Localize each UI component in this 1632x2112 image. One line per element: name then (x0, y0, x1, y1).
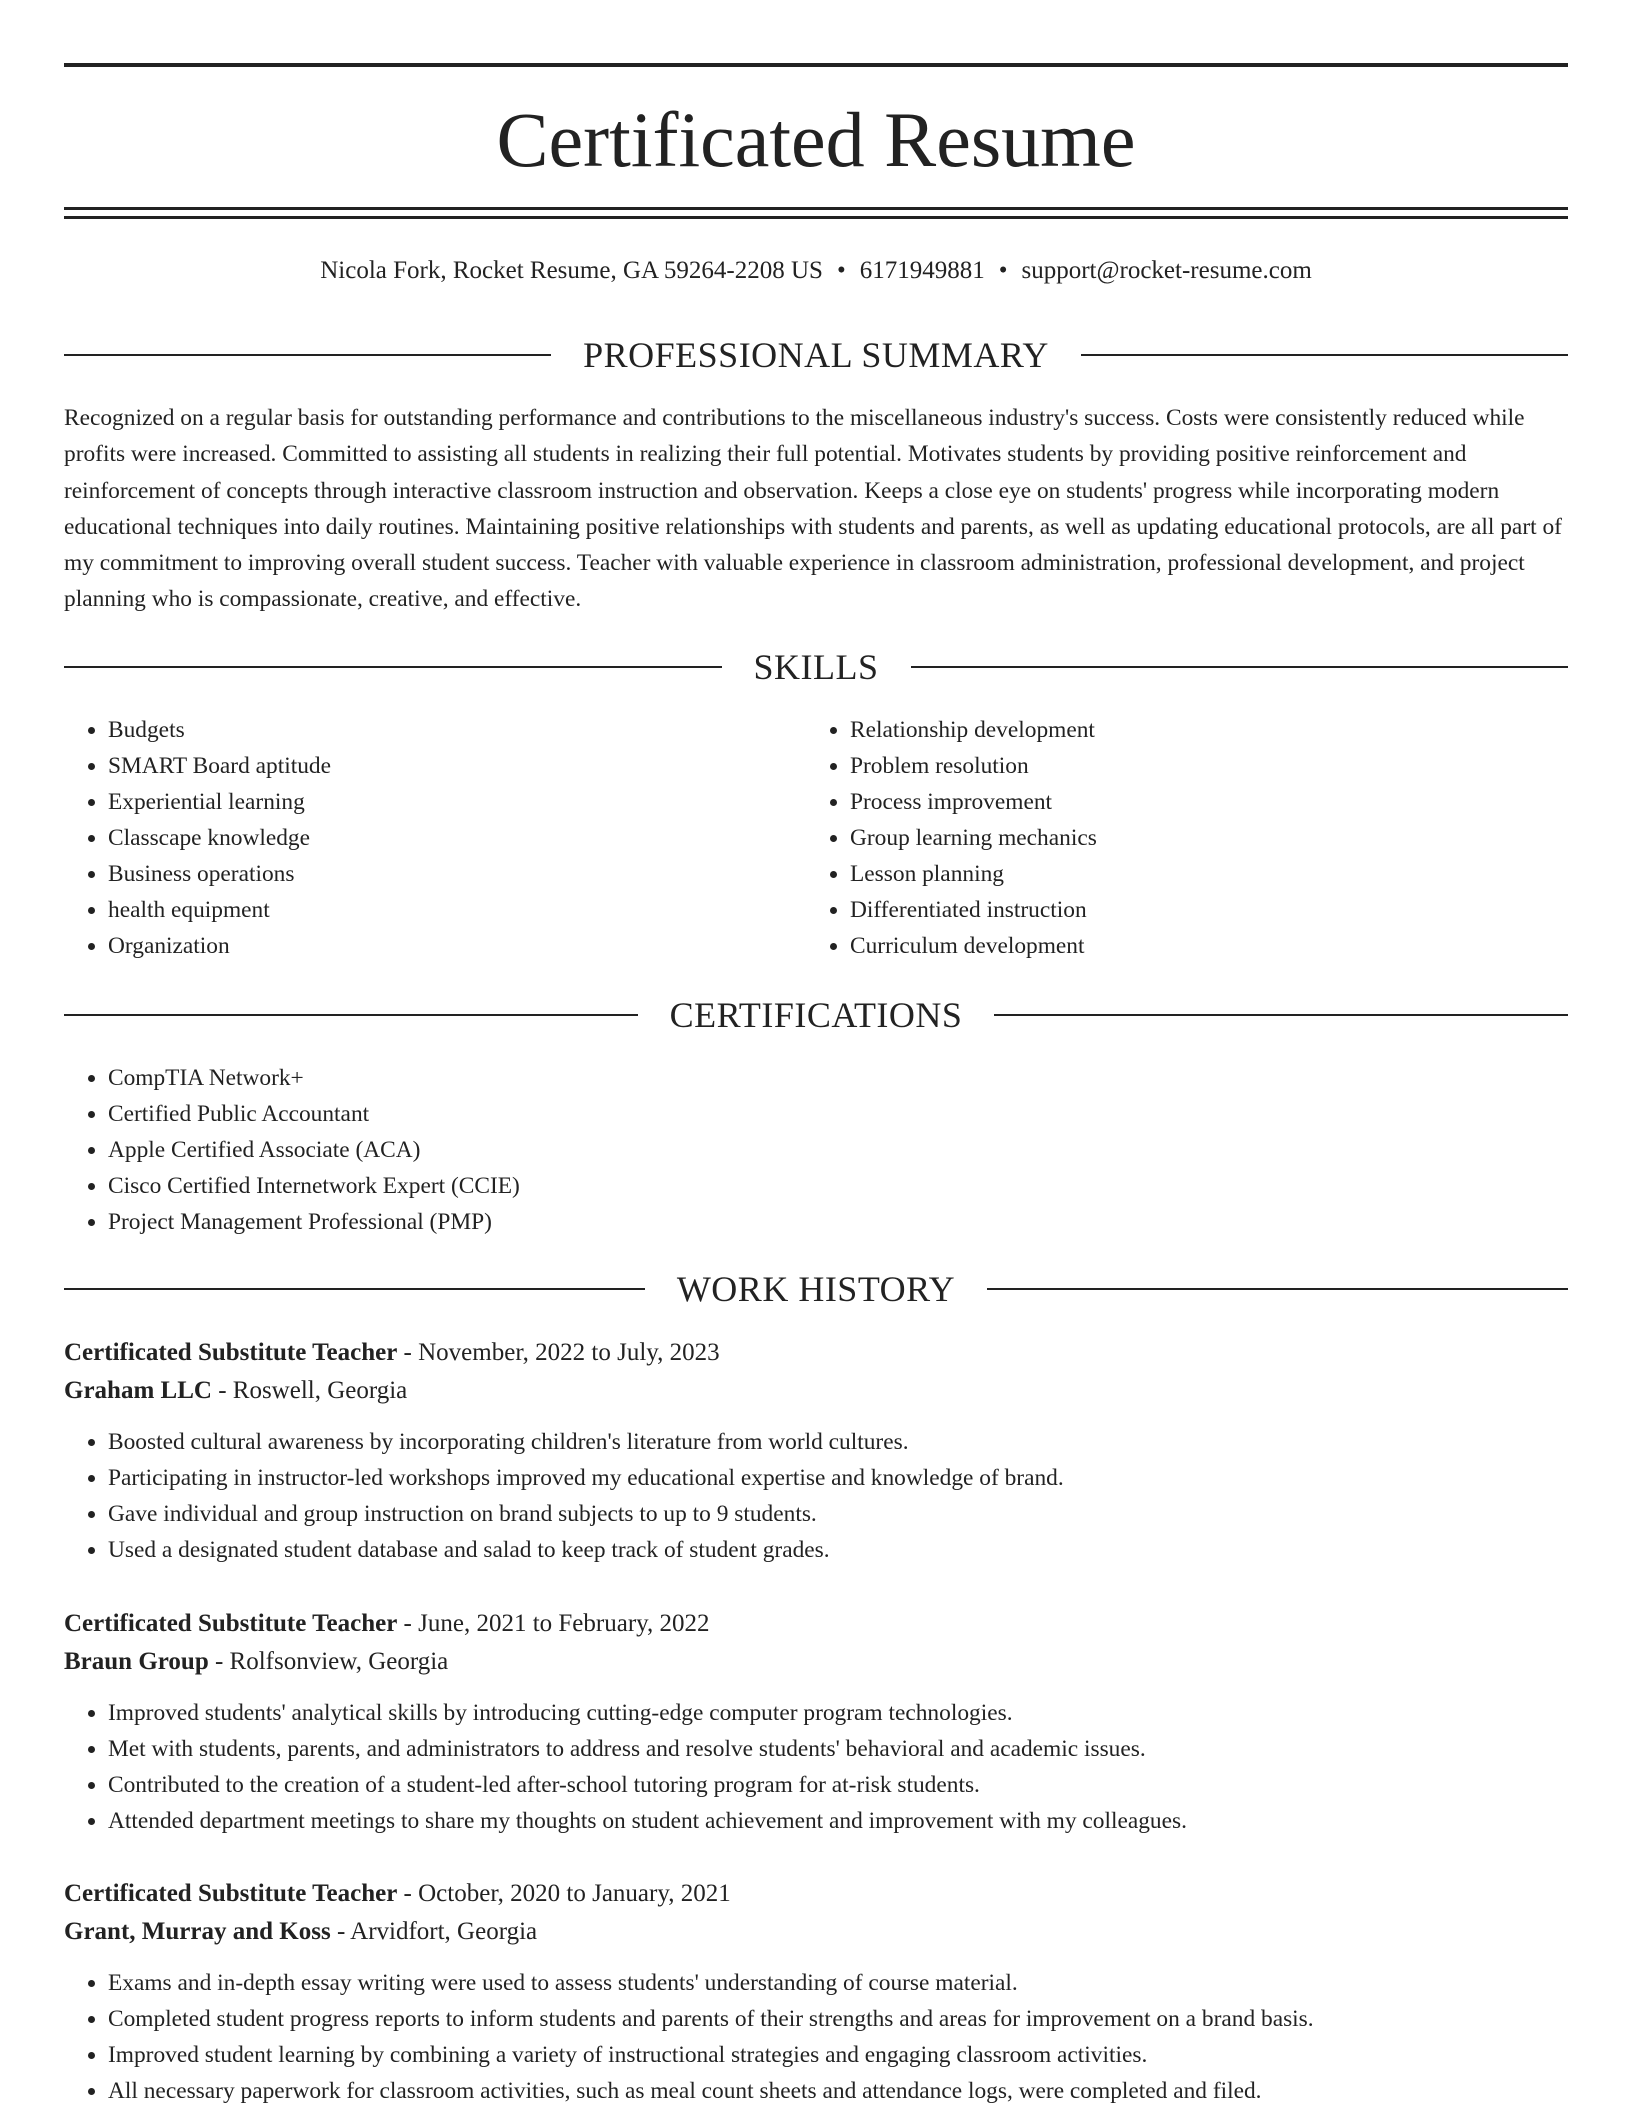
heading-rule-right (1081, 354, 1568, 356)
job-location: - Arvidfort, Georgia (330, 1918, 538, 1945)
skill-item: • Problem resolution (850, 748, 1566, 784)
job-bullet: • All necessary paperwork for classroom activities, such as meal count sheets and attendance logs, were completed and filed. (108, 2073, 1568, 2109)
job-title: Certificated Substitute Teacher (64, 1610, 398, 1637)
job-company-line (64, 1643, 1568, 1681)
heading-rule-left (64, 666, 722, 668)
job-bullet: • Contributed to the creation of a student-led after-school tutoring program for at-risk students. (108, 1767, 1568, 1803)
professional-summary-text: Recognized on a regular basis for outstanding performance and contributions to the miscellaneous industry's success. Costs were consistently reduced while profits were increased. Committed to assisting all students in realizing their full potential. Motivates students by providing positive reinforcement and reinforcement of concepts through interactive classroom instruction and observation. Keeps a close eye on students' progress while incorporating modern educational techniques into daily routines. Maintaining positive relationships with students and parents, as well as updating educational protocols, are all part of my commitment to improving overall student success. Teacher with valuable experience in classroom administration, professional development, and project planning who is compassionate, creative, and effective. (64, 405, 1562, 613)
heading-rule-right (911, 666, 1569, 668)
contact-separator: • (998, 257, 1008, 284)
job-bullet: • Improved students' analytical skills by introducing cutting-edge computer program technologies. (108, 1695, 1568, 1731)
job-company: Graham LLC (64, 1377, 212, 1404)
contact-separator: • (836, 257, 846, 284)
section-title: SKILLS (753, 647, 879, 687)
job-bullet: • Gave individual and group instruction on brand subjects to up to 9 students. (108, 1496, 1568, 1532)
heading-rule-left (64, 1014, 638, 1016)
skill-item: • Process improvement (850, 784, 1566, 820)
job-dates: - June, 2021 to February, 2022 (397, 1610, 710, 1637)
skill-item: • Business operations (108, 856, 764, 892)
job-title-line (64, 1605, 1568, 1643)
title-double-rule (64, 207, 1568, 219)
skill-item: • Experiential learning (108, 784, 764, 820)
job-bullet: • Met with students, parents, and administrators to address and resolve students' behavioral and academic issues. (108, 1731, 1568, 1767)
skill-item: • Organization (108, 928, 764, 964)
job-location: - Rolfsonview, Georgia (208, 1648, 449, 1675)
section-heading-summary (64, 333, 1568, 377)
job-bullet: • Completed student progress reports to inform students and parents of their strengths and areas for improvement on a brand basis. (108, 2001, 1568, 2037)
skill-item: • Budgets (108, 712, 764, 748)
contact-phone: 6171949881 (859, 257, 985, 284)
skills-column-left (64, 712, 764, 964)
skills-column-right (806, 712, 1566, 964)
job-bullet: • Attended department meetings to share my thoughts on student achievement and improvement with my colleagues. (108, 1803, 1568, 1839)
skill-item: • Lesson planning (850, 856, 1566, 892)
job-title: Certificated Substitute Teacher (64, 1339, 398, 1366)
job-bullet: • Participating in instructor-led workshops improved my educational expertise and knowledge of brand. (108, 1460, 1568, 1496)
certification-item: • Project Management Professional (PMP) (108, 1204, 1464, 1240)
job-entry (64, 1875, 1568, 2109)
job-bullets (64, 1965, 1568, 2109)
heading-rule-left (64, 354, 551, 356)
job-company-line (64, 1372, 1568, 1410)
job-bullet: • Used a designated student database and salad to keep track of student grades. (108, 1532, 1568, 1568)
section-heading-work-history (64, 1267, 1568, 1311)
skill-item: • health equipment (108, 892, 764, 928)
job-bullet: • Improved student learning by combining a variety of instructional strategies and engaging classroom activities. (108, 2037, 1568, 2073)
job-bullets (64, 1695, 1568, 1839)
heading-rule-left (64, 1288, 645, 1290)
contact-address: Nicola Fork, Rocket Resume, GA 59264-2208 US (320, 257, 823, 284)
section-title: CERTIFICATIONS (669, 995, 963, 1035)
job-entry (64, 1334, 1568, 1568)
section-heading-skills (64, 645, 1568, 689)
job-company: Braun Group (64, 1648, 209, 1675)
job-title: Certificated Substitute Teacher (64, 1880, 398, 1907)
certification-item: • CompTIA Network+ (108, 1060, 1464, 1096)
certification-item: • Certified Public Accountant (108, 1096, 1464, 1132)
job-bullets (64, 1424, 1568, 1568)
job-company: Grant, Murray and Koss (64, 1918, 331, 1945)
skill-item: • Group learning mechanics (850, 820, 1566, 856)
contact-email: support@rocket-resume.com (1021, 257, 1312, 284)
job-bullet: • Boosted cultural awareness by incorporating children's literature from world cultures. (108, 1424, 1568, 1460)
job-dates: - October, 2020 to January, 2021 (397, 1880, 731, 1907)
heading-rule-right (987, 1288, 1568, 1290)
job-title-line (64, 1334, 1568, 1372)
skill-item: • Curriculum development (850, 928, 1566, 964)
job-dates: - November, 2022 to July, 2023 (397, 1339, 720, 1366)
job-bullet: • Exams and in-depth essay writing were used to assess students' understanding of course material. (108, 1965, 1568, 2001)
certification-item: • Apple Certified Associate (ACA) (108, 1132, 1464, 1168)
job-title-line (64, 1875, 1568, 1913)
job-entry (64, 1605, 1568, 1839)
job-location: - Roswell, Georgia (211, 1377, 408, 1404)
skill-item: • Differentiated instruction (850, 892, 1566, 928)
skill-item: • Classcape knowledge (108, 820, 764, 856)
heading-rule-right (994, 1014, 1568, 1016)
certification-item: • Cisco Certified Internetwork Expert (CCIE) (108, 1168, 1464, 1204)
job-company-line (64, 1913, 1568, 1951)
certifications-list (64, 1060, 1464, 1240)
top-rule (64, 63, 1568, 67)
contact-line (64, 254, 1568, 288)
skill-item: • Relationship development (850, 712, 1566, 748)
section-title: WORK HISTORY (676, 1269, 956, 1309)
section-title: PROFESSIONAL SUMMARY (583, 335, 1049, 375)
section-heading-certifications (64, 993, 1568, 1037)
resume-title: Certificated Resume (496, 96, 1136, 183)
skill-item: • SMART Board aptitude (108, 748, 764, 784)
